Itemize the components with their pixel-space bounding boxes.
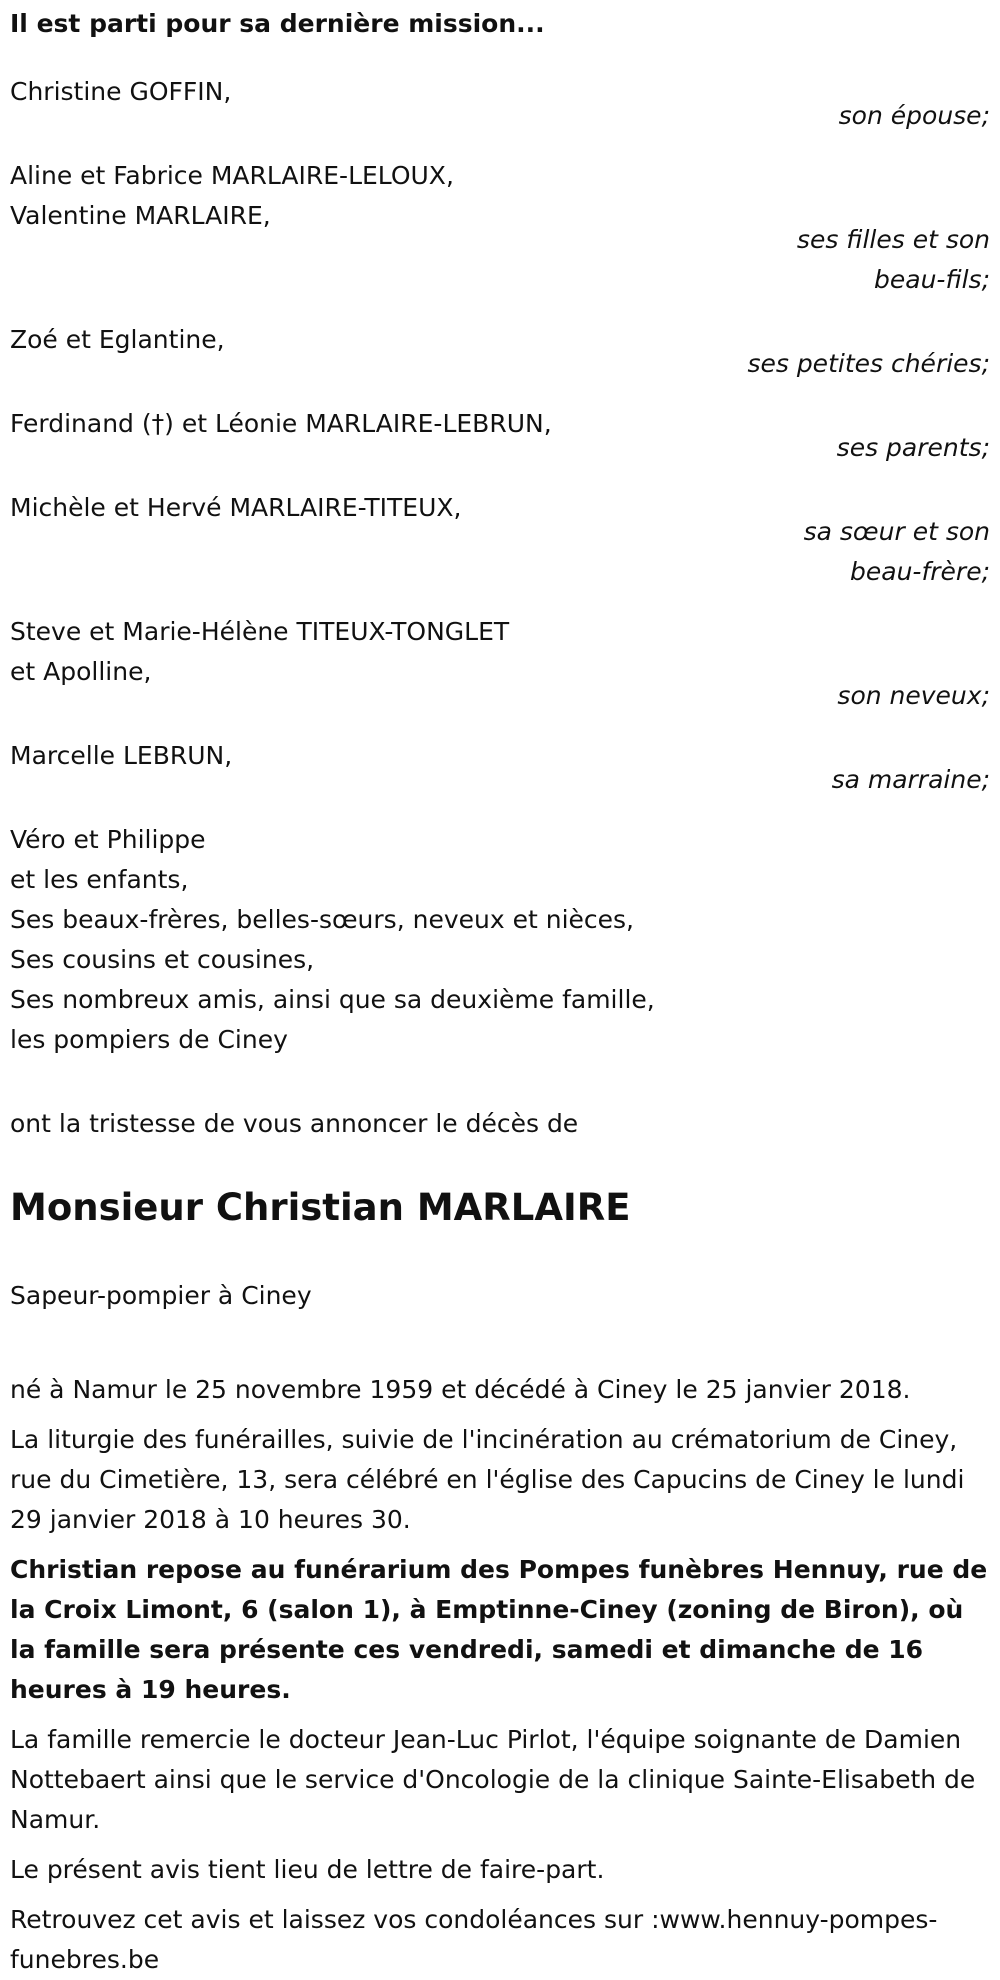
liturgy-paragraph: La liturgie des funérailles, suivie de l'incinération au crématorium de Ciney, rue du Cimetière, 13, sera célébré en l'église des Capucins de Ciney le lundi 29 janvier 2018 à 10 heures 30. — [10, 1425, 965, 1534]
family-role-line: sa sœur et son — [803, 517, 990, 546]
announcement-line: ont la tristesse de vous annoncer le décès de — [10, 1109, 579, 1138]
family-role-line: ses filles et son — [796, 225, 990, 254]
family-name-line: Valentine MARLAIRE, — [10, 201, 271, 230]
family-entry — [10, 488, 990, 592]
family-role — [10, 676, 990, 716]
other-relatives-line: Ses nombreux amis, ainsi que sa deuxième famille, — [10, 985, 655, 1014]
family-name-line: Aline et Fabrice MARLAIRE-LELOUX, — [10, 161, 454, 190]
other-relatives-line: Véro et Philippe — [10, 825, 206, 854]
family-list — [10, 72, 990, 800]
family-entry — [10, 72, 990, 136]
other-relatives-line: Ses beaux-frères, belles-sœurs, neveux et nièces, — [10, 905, 634, 934]
family-role-line: son neveux; — [837, 681, 990, 710]
family-name-line: Zoé et Eglantine, — [10, 325, 225, 354]
funerarium-paragraph: Christian repose au funérarium des Pompes funèbres Hennuy, rue de la Croix Limont, 6 (salon 1), à Emptinne-Ciney (zoning de Biron), où la famille sera présente ces vendredi, samedi et dimanche de 16 heures à 19 heures. — [10, 1555, 988, 1704]
other-relatives-line: Ses cousins et cousines, — [10, 945, 315, 974]
family-entry — [10, 404, 990, 468]
other-relatives-line: les pompiers de Ciney — [10, 1025, 288, 1054]
deceased-name: Monsieur Christian MARLAIRE — [10, 1186, 631, 1229]
family-name-line: Marcelle LEBRUN, — [10, 741, 233, 770]
condolences-paragraph: Retrouvez cet avis et laissez vos condoléances sur :www.hennuy-pompes-funebres.be — [10, 1905, 938, 1974]
birth-death-dates: né à Namur le 25 novembre 1959 et décédé à Ciney le 25 janvier 2018. — [10, 1375, 911, 1404]
family-name-line: Christine GOFFIN, — [10, 77, 232, 106]
family-name-line: Ferdinand (†) et Léonie MARLAIRE-LEBRUN, — [10, 409, 552, 438]
family-role-line: son épouse; — [838, 101, 990, 130]
other-relatives — [10, 820, 990, 1060]
family-role-line: ses parents; — [836, 433, 990, 462]
family-entry — [10, 320, 990, 384]
family-name-line: Michèle et Hervé MARLAIRE-TITEUX, — [10, 493, 462, 522]
deceased-profession: Sapeur-pompier à Ciney — [10, 1281, 312, 1310]
family-entry — [10, 156, 990, 300]
family-entry — [10, 736, 990, 800]
obituary-notice — [0, 4, 1000, 1980]
family-name-line: Steve et Marie-Hélène TITEUX-TONGLET — [10, 617, 510, 646]
family-entry — [10, 612, 990, 716]
family-role-line: ses petites chéries; — [747, 349, 990, 378]
intro-line: Il est parti pour sa dernière mission... — [10, 9, 545, 38]
family-role-line: beau-frère; — [850, 557, 990, 586]
family-role-line: beau-fils; — [874, 265, 990, 294]
family-role-line: sa marraine; — [831, 765, 990, 794]
notice-paragraph: Le présent avis tient lieu de lettre de faire-part. — [10, 1855, 605, 1884]
family-name-line: et Apolline, — [10, 657, 152, 686]
other-relatives-line: et les enfants, — [10, 865, 189, 894]
thanks-paragraph: La famille remercie le docteur Jean-Luc Pirlot, l'équipe soignante de Damien Nottebaert ainsi que le service d'Oncologie de la clinique Sainte-Elisabeth de Namur. — [10, 1725, 976, 1834]
